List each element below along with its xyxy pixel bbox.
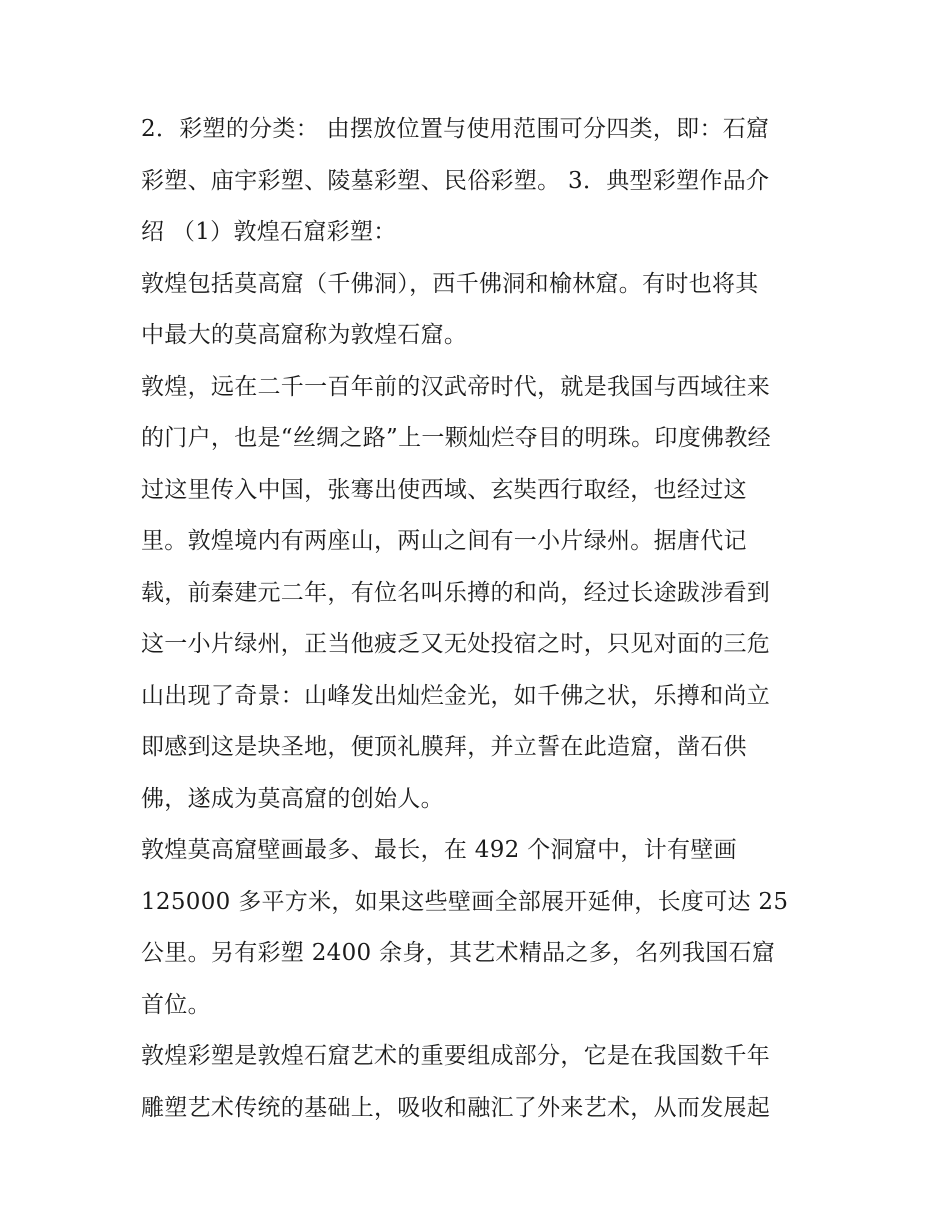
document-body	[141, 104, 817, 1134]
text-line: 公里。另有彩塑 2400 余身，其艺术精品之多，名列我国石窟	[141, 940, 776, 966]
text-line: 山出现了奇景：山峰发出灿烂金光，如千佛之状，乐撙和尚立	[141, 682, 771, 709]
text-line: 125000 多平方米，如果这些壁画全部展开延伸，长度可达 25	[141, 888, 789, 915]
text-line: 绍 （1）敦煌石窟彩塑：	[141, 219, 397, 245]
text-line: 这一小片绿州，正当他疲乏又无处投宿之时，只见对面的三危	[141, 631, 771, 657]
text-line: 敦煌包括莫高窟（千佛洞），西千佛洞和榆林窟。有时也将其	[141, 270, 759, 297]
text-line: 雕塑艺术传统的基础上，吸收和融汇了外来艺术，从而发展起	[141, 1094, 771, 1121]
text-line: 敦煌莫高窟壁画最多、最长，在 492 个洞窟中，计有壁画	[141, 837, 737, 863]
text-line: 即感到这是块圣地，便顶礼膜拜，并立誓在此造窟，凿石供	[141, 734, 747, 760]
text-line: 彩塑、庙宇彩塑、陵墓彩塑、民俗彩塑。 3．典型彩塑作品介	[141, 167, 770, 194]
text-line: 敦煌彩塑是敦煌石窟艺术的重要组成部分，它是在我国数千年	[141, 1043, 771, 1069]
text-line: 里。敦煌境内有两座山，两山之间有一小片绿州。据唐代记	[141, 528, 747, 554]
text-line: 载，前秦建元二年，有位名叫乐撙的和尚，经过长途跋涉看到	[141, 579, 771, 606]
text-line: 的门户，也是“丝绸之路”上一颗灿烂夺目的明珠。印度佛教经	[141, 425, 771, 451]
text-line: 首位。	[141, 991, 211, 1018]
text-line: 中最大的莫高窟称为敦煌石窟。	[141, 322, 468, 348]
text-line: 敦煌，远在二千一百年前的汉武帝时代，就是我国与西域往来	[141, 373, 771, 400]
text-line: 佛，遂成为莫高窟的创始人。	[141, 785, 444, 812]
text-line: 过这里传入中国，张骞出使西域、玄奘西行取经，也经过这	[141, 476, 747, 503]
text-line: 2．彩塑的分类： 由摆放位置与使用范围可分四类，即：石窟	[141, 116, 770, 142]
